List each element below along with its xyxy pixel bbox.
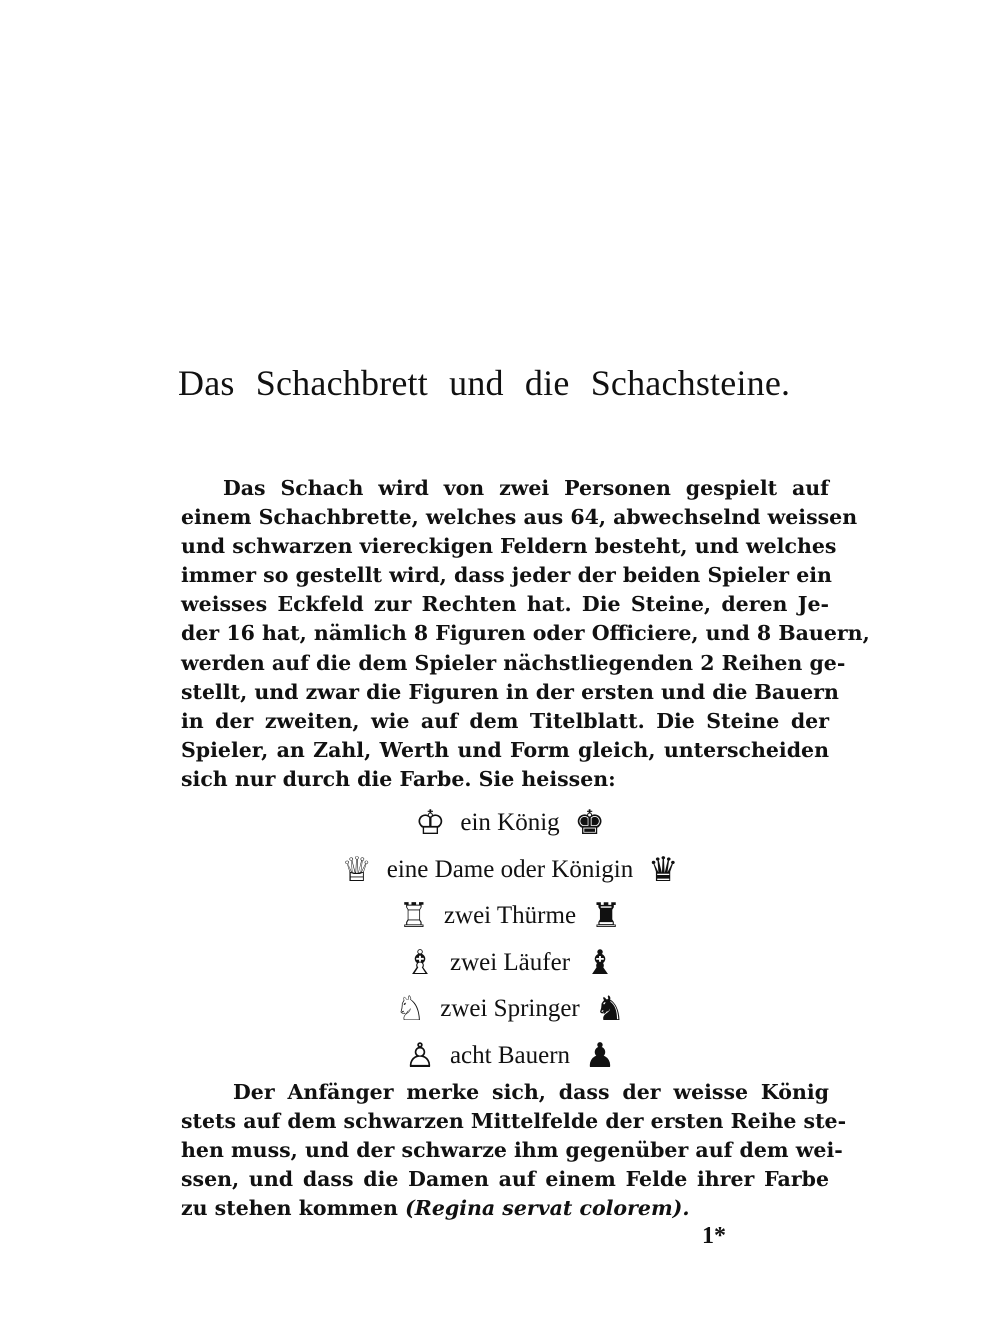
piece-name: zwei Läufer <box>449 948 571 976</box>
piece-row-rook <box>300 893 720 940</box>
text-line: immer so gestellt wird, dass jeder der beiden Spieler ein <box>181 563 832 588</box>
black-king-icon: ♚ <box>574 803 605 844</box>
latin-phrase: (Regina servat colorem). <box>405 1196 690 1221</box>
text-line: Spieler, an Zahl, Werth und Form gleich, unterscheiden <box>181 737 829 762</box>
text-line: stets auf dem schwarzen Mittelfelde der ersten Reihe ste- <box>181 1109 847 1134</box>
black-bishop-icon: ♝ <box>584 942 616 983</box>
paragraph-intro <box>181 474 870 794</box>
piece-name: ein König <box>460 809 560 837</box>
piece-name: eine Dame oder Königin <box>386 855 634 883</box>
text-line: der 16 hat, nämlich 8 Figuren oder Officiere, und 8 Bauern, <box>181 621 870 646</box>
white-rook-icon: ♖ <box>398 896 430 937</box>
text-line-final <box>181 1194 829 1223</box>
piece-row-pawn <box>300 1033 720 1080</box>
piece-name: zwei Thürme <box>443 902 577 930</box>
piece-row-knight <box>300 986 720 1033</box>
chess-pieces-list <box>300 800 720 1079</box>
white-pawn-icon: ♙ <box>404 1035 436 1076</box>
piece-row-king <box>300 800 720 847</box>
paragraph-placement <box>181 1078 847 1223</box>
white-king-icon: ♔ <box>415 803 446 844</box>
text-line: werden auf die dem Spieler nächstliegenden 2 Reihen ge- <box>181 650 846 675</box>
page-number: 1* <box>702 1223 726 1249</box>
white-knight-icon: ♘ <box>394 989 426 1030</box>
black-queen-icon: ♛ <box>647 849 679 890</box>
piece-name: zwei Springer <box>440 995 580 1023</box>
piece-name: acht Bauern <box>449 1041 571 1069</box>
black-knight-icon: ♞ <box>594 989 625 1030</box>
text-line: Das Schach wird von zwei Personen gespielt auf <box>223 476 829 500</box>
text-line: hen muss, und der schwarze ihm gegenüber auf dem wei- <box>181 1138 843 1163</box>
page-title: Das Schachbrett und die Schachsteine. <box>178 363 791 403</box>
text-line: stellt, und zwar die Figuren in der ersten und die Bauern <box>181 679 839 704</box>
white-queen-icon: ♕ <box>341 849 372 890</box>
text-fragment: zu stehen kommen <box>181 1196 398 1221</box>
piece-row-bishop <box>300 940 720 987</box>
text-line: sich nur durch die Farbe. Sie heissen: <box>181 766 616 791</box>
text-line: in der zweiten, wie auf dem Titelblatt. Die Steine der <box>181 708 829 733</box>
text-line: einem Schachbrette, welches aus 64, abwechselnd weissen <box>181 505 858 530</box>
black-pawn-icon: ♟ <box>584 1035 616 1076</box>
black-rook-icon: ♜ <box>590 896 622 937</box>
text-line: und schwarzen viereckigen Feldern besteht, und welches <box>181 534 837 559</box>
white-bishop-icon: ♗ <box>404 942 436 983</box>
text-line: Der Anfänger merke sich, dass der weisse König <box>233 1080 829 1104</box>
text-line: weisses Eckfeld zur Rechten hat. Die Steine, deren Je- <box>181 592 829 617</box>
text-line: ssen, und dass die Damen auf einem Felde ihrer Farbe <box>181 1167 829 1192</box>
piece-row-queen <box>300 847 720 894</box>
